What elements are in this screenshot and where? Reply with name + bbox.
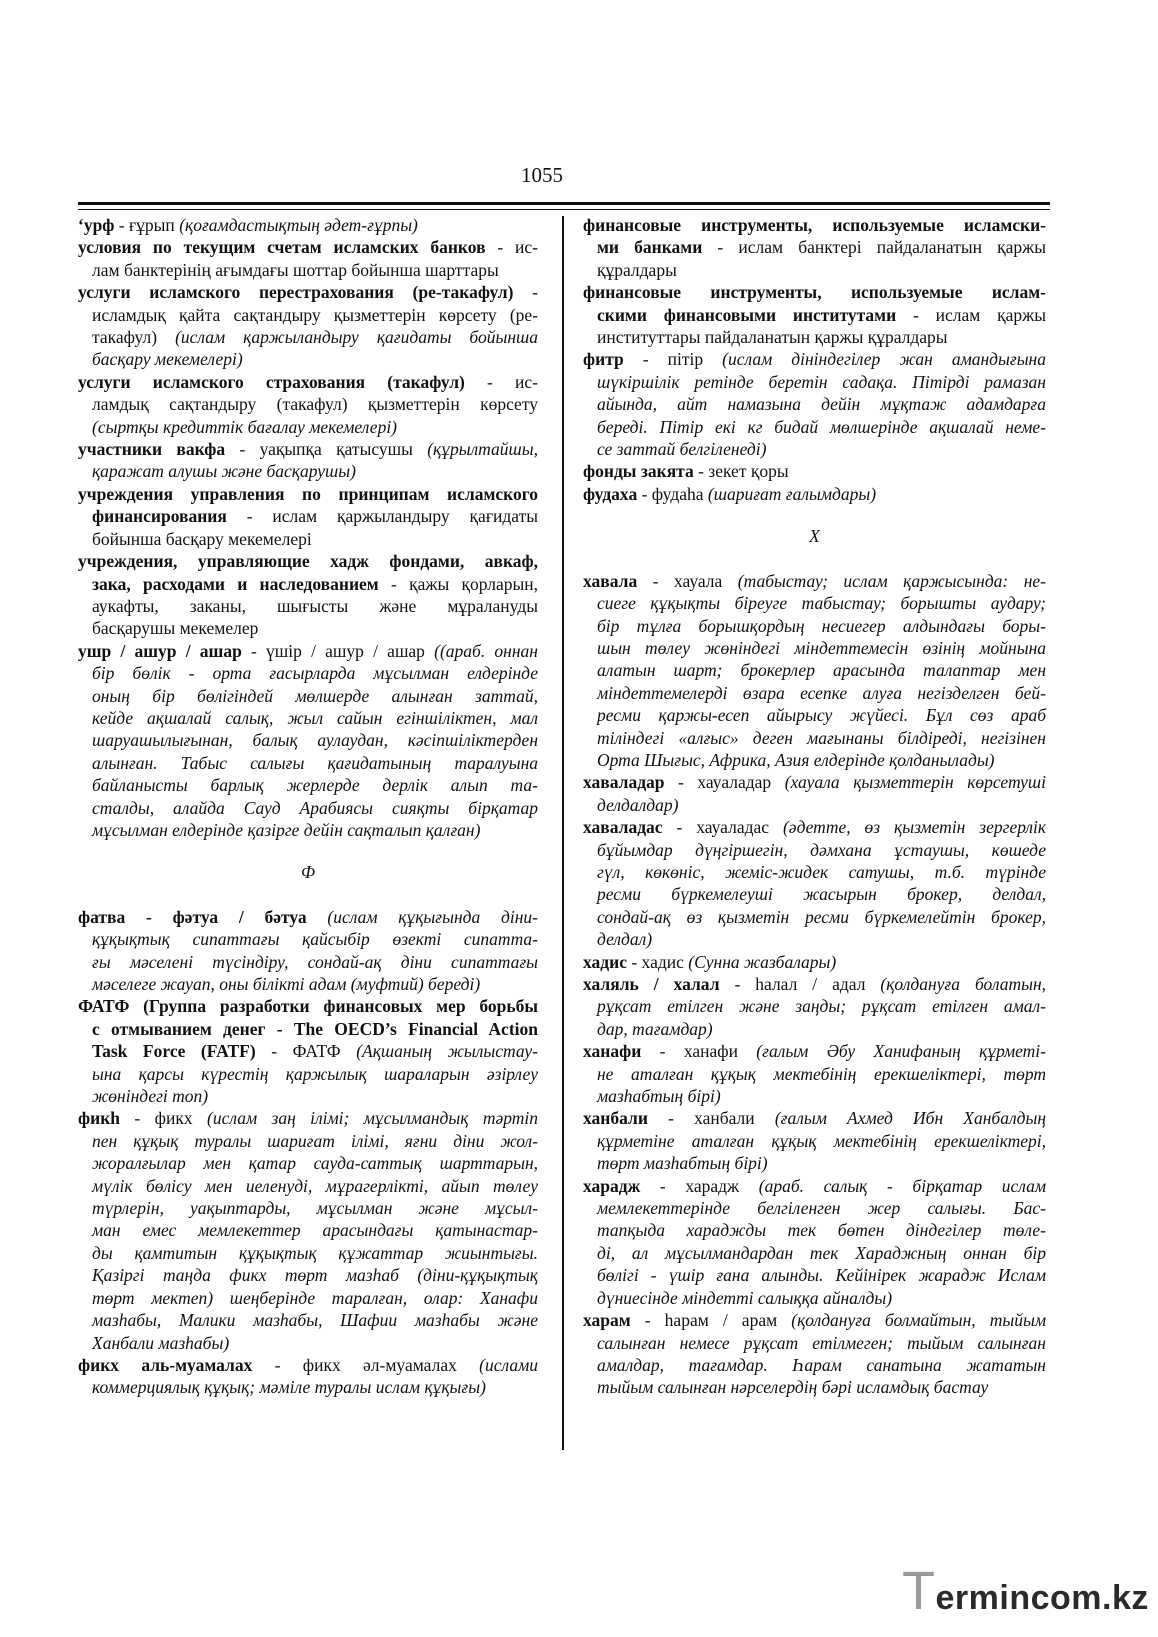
gloss-note: (шариғат ғалымдары)	[707, 483, 877, 504]
entry-line	[78, 819, 538, 841]
entry-line	[78, 1376, 538, 1398]
headword: учреждения управления по принципам исламского	[78, 483, 538, 504]
gloss-note: төрт мектеп) шеңберінде таралған, олар: Ханафи	[92, 1287, 538, 1308]
headword: скими финансовыми институтами	[597, 304, 897, 325]
translation: - үшір / ашур / ашар	[241, 640, 435, 661]
gloss-note: ды қамтитын құқықтық құжаттар жиынтығы.	[92, 1242, 538, 1263]
headword: ми банками	[597, 237, 703, 258]
entry-line	[583, 1219, 1046, 1241]
entry-line	[78, 1287, 538, 1309]
headword: хадис	[583, 951, 627, 972]
dictionary-entry	[78, 371, 538, 438]
gloss-note: делдалдар)	[597, 794, 679, 815]
entry-line	[583, 1152, 1046, 1174]
gloss-note: гүл, көкөніс, жеміс-жидек сатушы, т.б. түрінде	[597, 861, 1046, 882]
gloss-note: Орта Шығыс, Африка, Азия елдерінде қолданылады)	[597, 749, 995, 770]
entry-line	[583, 659, 1046, 681]
gloss-note: се заттай белгіленеді)	[597, 439, 767, 460]
entry-line	[78, 1152, 538, 1174]
section-letter-heading: Х	[809, 526, 820, 547]
gloss-note: төрт мазһабтың бірі)	[597, 1153, 768, 1174]
entry-line	[78, 236, 538, 258]
gloss-note: мәселеге жауап, оны білікті адам (муфтий) береді)	[92, 974, 481, 994]
translation: - хауаладар	[664, 772, 785, 793]
dictionary-entry	[583, 483, 1046, 505]
translation: - ис-	[485, 237, 538, 258]
translation: құралдары	[597, 259, 677, 280]
entry-line	[583, 1085, 1046, 1107]
dictionary-entry	[583, 1175, 1046, 1309]
translation: - ислам қаржыландыру қағидаты	[226, 506, 538, 527]
gloss-note: мазһабы, Малики мазһабы, Шафии мазһабы және	[92, 1310, 538, 1331]
gloss-note: ((араб. оннан	[434, 640, 538, 661]
headword: с отмыванием денег - The OECD’s Financial Action	[92, 1018, 538, 1039]
gloss-note: (ислам дініндегілер жан амандығына	[722, 349, 1046, 370]
gloss-note: коммерциялық құқық; мәміле туралы ислам құқығы)	[92, 1377, 486, 1398]
entry-line	[583, 1242, 1046, 1264]
dictionary-entry	[78, 214, 538, 236]
entry-line	[78, 774, 538, 796]
entry-line	[78, 1107, 538, 1129]
headword: хаваладас	[583, 817, 663, 838]
gloss-note: сталды, алайда Сауд Арабиясы сияқты бірқатар	[92, 797, 538, 818]
entry-line	[583, 1332, 1046, 1354]
translation: - харадж	[640, 1175, 759, 1196]
gloss-note: (ислами	[479, 1354, 538, 1375]
gloss-note: бөлігі - үшір ғана алынды. Кейінірек жарадж Ислам	[597, 1265, 1046, 1286]
translation: - қажы қорларын,	[378, 573, 538, 594]
entry-line	[78, 797, 538, 819]
entry-line	[78, 348, 538, 370]
gloss-note: тыйым салынған нәрселердің бәрі исламдық бастау	[597, 1377, 989, 1398]
headword: ФАТФ (Группа разработки финансовых мер борьбы	[78, 996, 538, 1017]
headword: условия по текущим счетам исламских банков	[78, 237, 486, 258]
gloss-note: мұсылман елдерінде қазірге дейін сақталып қалған)	[92, 819, 481, 840]
translation: - ханбали	[647, 1108, 775, 1129]
entry-line	[583, 326, 1046, 348]
gloss-note: ман емес мемлекеттер арасындағы қатынастар-	[92, 1220, 538, 1241]
entry-line	[583, 794, 1046, 816]
translation: басқарушы мекемелер	[92, 618, 259, 639]
dictionary-entry	[78, 906, 538, 996]
gloss-note: (қолдануға болмайтын, тыйым	[791, 1310, 1046, 1331]
headword: халяль / халал	[583, 974, 720, 994]
entry-line	[583, 682, 1046, 704]
entry-line	[583, 592, 1046, 614]
entry-line	[78, 595, 538, 617]
gloss-note: тіліндегі «алғыс» деген мағынаны білдіреді, негізінен	[597, 727, 1046, 748]
entry-line	[583, 1264, 1046, 1286]
entry-line	[583, 259, 1046, 281]
entry-line	[583, 1376, 1046, 1398]
headword: финансирования	[92, 506, 227, 527]
gloss-note: Қазіргі таңда фикх төрт мазһаб (діни-құқықтық	[92, 1265, 538, 1286]
headword: финансовые инструменты, используемые исламски-	[583, 215, 1046, 235]
translation: - зекет қоры	[693, 461, 789, 482]
entry-line	[78, 928, 538, 950]
headword: ушр / ашур / ашар	[78, 640, 242, 661]
entry-line	[583, 1107, 1046, 1129]
headword: харадж	[583, 1175, 641, 1196]
gloss-note: мүлік бөлісу мен иеленуді, мұрагерлікті, айып төлеу	[92, 1175, 538, 1196]
entry-line	[583, 393, 1046, 415]
gloss-note: не аталған құқық мектебінің ерекшеліктері, төрт	[597, 1063, 1046, 1084]
entry-line	[78, 304, 538, 326]
gloss-note: оның бір бөлігіндей мөлшерде алынған заттай,	[92, 685, 538, 706]
termincom-logo: Termincom.kz	[902, 1561, 1149, 1621]
entry-line	[78, 1309, 538, 1331]
entry-line	[583, 281, 1046, 303]
entry-line	[78, 1175, 538, 1197]
column-divider	[562, 216, 564, 1450]
entry-line	[78, 1040, 538, 1062]
dictionary-entry	[583, 1309, 1046, 1399]
gloss-note: салынған немесе рұқсат етілмеген; тыйым салынған	[597, 1332, 1046, 1353]
left-column	[78, 214, 538, 1399]
entry-line	[78, 617, 538, 639]
entry-line	[583, 371, 1046, 393]
dictionary-entry	[583, 460, 1046, 482]
entry-line	[78, 1018, 538, 1040]
entry-line	[583, 973, 1046, 995]
entry-line	[78, 1085, 538, 1107]
entry-line	[78, 1197, 538, 1219]
gloss-note: (Ақшаның жылыстау-	[356, 1041, 538, 1062]
entry-line	[583, 236, 1046, 258]
dictionary-entry	[583, 951, 1046, 973]
translation: - ислам банктері пайдаланатын қаржы	[702, 237, 1046, 258]
dictionary-entry	[78, 995, 538, 1107]
entry-line	[583, 460, 1046, 482]
gloss-note: жоралғылар мен қатар сауда-саттық шарттарын,	[92, 1153, 538, 1174]
translation: - һалал / адал	[719, 974, 881, 994]
entry-line	[78, 416, 538, 438]
entry-line	[78, 483, 538, 505]
gloss-note: шын төлеу жөніндегі міндеттемесін өзінің мойнына	[597, 637, 1046, 658]
translation: институттары пайдаланатын қаржы құралдары	[597, 327, 948, 348]
gloss-note: ғы мәселені түсіндіру, сондай-ақ діни сипаттағы	[92, 951, 538, 972]
dictionary-entry	[583, 973, 1046, 1040]
gloss-note: делдал)	[597, 929, 653, 950]
translation: исламдық қайта сақтандыру қызметтерін көрсету (ре-	[92, 304, 538, 325]
gloss-note: (сыртқы кредиттік бағалау мекемелері)	[92, 416, 398, 437]
entry-line	[78, 951, 538, 973]
headword: услуги исламского страхования (такафул)	[78, 371, 465, 392]
gloss-note: (ислам құқығында діни-	[306, 906, 538, 927]
translation: - ханафи	[641, 1041, 757, 1062]
gloss-note: (қоғамдастықтың әдет-ғұрпы)	[179, 215, 418, 235]
translation: лам банктерінің ағымдағы шоттар бойынша шарттары	[92, 259, 499, 280]
dictionary-entry	[78, 281, 538, 371]
entry-line	[78, 259, 538, 281]
headword: зака, расходами и наследованием	[92, 573, 379, 594]
entry-line	[78, 640, 538, 662]
headword: финансовые инструменты, используемые ислам-	[583, 282, 1046, 303]
headword: участники вакфа	[78, 439, 226, 460]
entry-line	[78, 1130, 538, 1152]
translation: ламдық сақтандыру (такафул) қызметтерін көрсету	[92, 394, 538, 415]
translation: - хауаладас	[662, 817, 783, 838]
dictionary-entry	[78, 640, 538, 842]
entry-line	[78, 1264, 538, 1286]
gloss-note: (ислам заң ілімі; мұсылмандық тәртіп	[207, 1108, 538, 1129]
header-rule-thin	[78, 209, 1050, 210]
entry-line	[583, 1063, 1046, 1085]
gloss-note: міндеттемелерді өзара есепке алуға негізделген бей-	[597, 682, 1046, 703]
entry-line	[583, 438, 1046, 460]
entry-line	[78, 1354, 538, 1376]
entry-line	[78, 281, 538, 303]
gloss-note: бір бөлік - орта ғасырларда мұсылман елдерінде	[92, 663, 538, 684]
entry-line	[583, 928, 1046, 950]
entry-line	[583, 304, 1046, 326]
gloss-note: (әдетте, өз қызметін зергерлік	[782, 817, 1046, 838]
translation: - уақыпқа қатысушы	[225, 439, 428, 460]
dictionary-entry	[583, 1040, 1046, 1107]
gloss-note: (Сунна жазбалары)	[688, 951, 837, 972]
headword: услуги исламского перестрахования (ре-такафул)	[78, 282, 514, 303]
entry-line	[78, 906, 538, 928]
gloss-note: шүкіршілік ретінде беретін садақа. Пітірді рамазан	[597, 371, 1046, 392]
headword: фатва - фәтуа / бәтуа	[78, 906, 307, 927]
entry-line	[583, 214, 1046, 236]
entry-line	[78, 550, 538, 572]
entry-line	[78, 1242, 538, 1264]
gloss-note: мазһабтың бірі)	[597, 1086, 721, 1107]
entry-line	[78, 973, 538, 995]
translation: - ислам қаржы	[896, 304, 1046, 325]
dictionary-entry	[583, 281, 1046, 348]
translation: - фикх әл-муамалах	[252, 1354, 480, 1375]
gloss-note: алынған. Табыс салығы қағидатының таралуына	[92, 752, 538, 773]
gloss-note: ресми бүркемелеуші жасырын брокер, делдал,	[597, 884, 1046, 905]
gloss-note: ресми қаржы-есеп айырысу жүйесі. Бұл сөз араб	[597, 705, 1046, 726]
dictionary-entry	[583, 771, 1046, 816]
entry-line	[583, 995, 1046, 1017]
gloss-note: рұқсат етілген және заңды; рұқсат етілген амал-	[597, 996, 1046, 1017]
translation: - ФАТФ	[255, 1041, 357, 1062]
gloss-note: құрметіне аталған құқық мектебінің ерекшеліктері,	[597, 1130, 1046, 1151]
entry-line	[78, 685, 538, 707]
gloss-note: дар, тағамдар)	[597, 1018, 713, 1039]
header-rule-thick	[78, 202, 1050, 205]
gloss-note: байланысты барлық жерлерде дерлік алып та-	[92, 775, 538, 796]
entry-line	[583, 483, 1046, 505]
gloss-note: бір тұлға борышқордың несиегер алдындағы боры-	[597, 615, 1046, 636]
dictionary-entry	[583, 348, 1046, 460]
entry-line	[583, 570, 1046, 592]
translation: - пітір	[623, 349, 723, 370]
translation: - һарам / арам	[630, 1310, 792, 1331]
headword: фикх аль-муамалах	[78, 1354, 253, 1375]
entry-line	[583, 771, 1046, 793]
headword: фикһ	[78, 1108, 121, 1129]
headword: фудаха	[583, 483, 638, 504]
entry-line	[78, 995, 538, 1017]
entry-line	[583, 839, 1046, 861]
entry-line	[583, 816, 1046, 838]
entry-line	[78, 371, 538, 393]
gloss-note: ына қарсы күрестің қаржылық шараларын әзірлеу	[92, 1063, 538, 1084]
headword: ‘урф	[78, 215, 115, 235]
entry-line	[583, 416, 1046, 438]
section-letter-heading: Ф	[300, 862, 316, 883]
dictionary-entry	[78, 1354, 538, 1399]
translation: - ис-	[464, 371, 538, 392]
headword: учреждения, управляющие хадж фондами, авкаф,	[78, 551, 538, 572]
translation: - хадис	[626, 951, 689, 972]
entry-line	[583, 704, 1046, 726]
gloss-note: (хауала қызметтерін көрсетуші	[784, 772, 1046, 793]
gloss-note: дүниесінде міндетті салыққа айналды)	[597, 1287, 893, 1308]
gloss-note: сондай-ақ өз қызметін ресми бүркемелейтін брокер,	[597, 906, 1046, 927]
dictionary-entry	[78, 1107, 538, 1353]
entry-line	[78, 326, 538, 348]
entry-line	[78, 1219, 538, 1241]
dictionary-entry	[583, 816, 1046, 950]
gloss-note: пен құқық туралы шариғат ілімі, яғни діни жол-	[92, 1130, 538, 1151]
entry-line	[78, 573, 538, 595]
entry-line	[78, 214, 538, 236]
gloss-note: (араб. салық - бірқатар ислам	[758, 1175, 1046, 1196]
gloss-note: айында, айт намазына дейін мұқтаж адамдарға	[597, 394, 1046, 415]
gloss-note: бұйымдар дүңгіршегін, дәмхана ұстаушы, көшеде	[597, 839, 1046, 860]
entry-line	[583, 906, 1046, 928]
entry-line	[583, 951, 1046, 973]
gloss-note: береді. Пітір екі кг бидай мөлшерінде ақшалай неме-	[597, 416, 1046, 437]
entry-line	[583, 749, 1046, 771]
entry-line	[78, 752, 538, 774]
translation: - фикх	[120, 1108, 207, 1129]
entry-line	[78, 1063, 538, 1085]
entry-line	[583, 1309, 1046, 1331]
entry-line	[78, 662, 538, 684]
gloss-note: (құрылтайшы,	[427, 439, 538, 460]
gloss-note: (табыстау; ислам қаржысында: не-	[737, 570, 1046, 591]
entry-line	[78, 438, 538, 460]
dictionary-entry	[583, 214, 1046, 281]
headword: хавала	[583, 570, 638, 591]
gloss-note: алатын шарт; брокерлер арасында талаптар мен	[597, 660, 1046, 681]
headword: фонды закята	[583, 461, 694, 482]
entry-line	[78, 460, 538, 482]
dictionary-entry	[78, 438, 538, 483]
entry-line	[583, 1197, 1046, 1219]
entry-line	[583, 1175, 1046, 1197]
headword: фитр	[583, 349, 624, 370]
page-number: 1055	[521, 163, 563, 187]
translation: - хауала	[637, 570, 738, 591]
dictionary-entry	[78, 236, 538, 281]
entry-line	[583, 637, 1046, 659]
entry-line	[583, 1354, 1046, 1376]
gloss-note: құқықтық сипаттағы қайсыбір өзекті сипатта-	[92, 929, 538, 950]
entry-line	[583, 1040, 1046, 1062]
headword: харам	[583, 1310, 631, 1331]
translation: -	[513, 282, 538, 303]
gloss-note: (ислам қаржыландыру қағидаты бойынша	[175, 327, 538, 348]
entry-line	[583, 615, 1046, 637]
dictionary-entry	[78, 483, 538, 550]
entry-line	[583, 1287, 1046, 1309]
entry-line	[583, 348, 1046, 370]
gloss-note: ді, ал мұсылмандардан тек Хараджның оннан бір	[597, 1242, 1046, 1263]
dictionary-entry	[583, 570, 1046, 772]
headword: ханафи	[583, 1041, 642, 1062]
gloss-note: кейде ақшалай салық, жыл сайын егіншіліктен, мал	[92, 707, 538, 728]
gloss-note: амалдар, тағамдар. Һарам санатына жататын	[597, 1354, 1046, 1375]
dictionary-entry	[78, 550, 538, 640]
right-column	[583, 214, 1046, 1399]
gloss-note: жөніндегі топ)	[92, 1086, 209, 1107]
gloss-note: шаруашылығынан, балық аулаудан, кәсіпшіліктерден	[92, 730, 538, 751]
entry-line	[583, 727, 1046, 749]
entry-line	[78, 729, 538, 751]
translation: - ғұрып	[114, 215, 180, 235]
gloss-note: тапқыда хараджды тек бөтен діндегілер төле-	[597, 1220, 1046, 1241]
entry-line	[78, 528, 538, 550]
gloss-note: (қолдануға болатын,	[880, 974, 1046, 994]
gloss-note: (ғалым Әбу Ханифаның құрметі-	[756, 1041, 1046, 1062]
headword: Task Force (FATF)	[92, 1041, 256, 1062]
translation: бойынша басқару мекемелері	[92, 528, 312, 549]
gloss-note: басқару мекемелері)	[92, 349, 243, 370]
entry-line	[583, 861, 1046, 883]
entry-line	[583, 1130, 1046, 1152]
entry-line	[583, 883, 1046, 905]
headword: ханбали	[583, 1108, 648, 1129]
entry-line	[78, 393, 538, 415]
entry-line	[78, 707, 538, 729]
gloss-note: мемлекеттерінде белгіленген жер салығы. Бас-	[597, 1198, 1046, 1219]
translation: такафул)	[92, 327, 176, 348]
entry-line	[78, 505, 538, 527]
entry-line	[78, 1332, 538, 1354]
dictionary-entry	[583, 1107, 1046, 1174]
entry-line	[583, 1018, 1046, 1040]
translation: аукафты, заканы, шығысты және мұралануды	[92, 595, 538, 616]
gloss-note: (ғалым Ахмед Ибн Ханбалдың	[774, 1108, 1046, 1129]
gloss-note: түрлерін, уақыптарды, мұсылман және мұсыл-	[92, 1198, 538, 1219]
translation: - фудаһа	[637, 483, 708, 504]
gloss-note: сиеге құқықты біреуге табыстау; борышты аудару;	[597, 593, 1046, 614]
gloss-note: Ханбали мазһабы)	[92, 1332, 230, 1353]
gloss-note: қаражат алушы және басқарушы)	[92, 461, 356, 482]
headword: хаваладар	[583, 772, 665, 793]
